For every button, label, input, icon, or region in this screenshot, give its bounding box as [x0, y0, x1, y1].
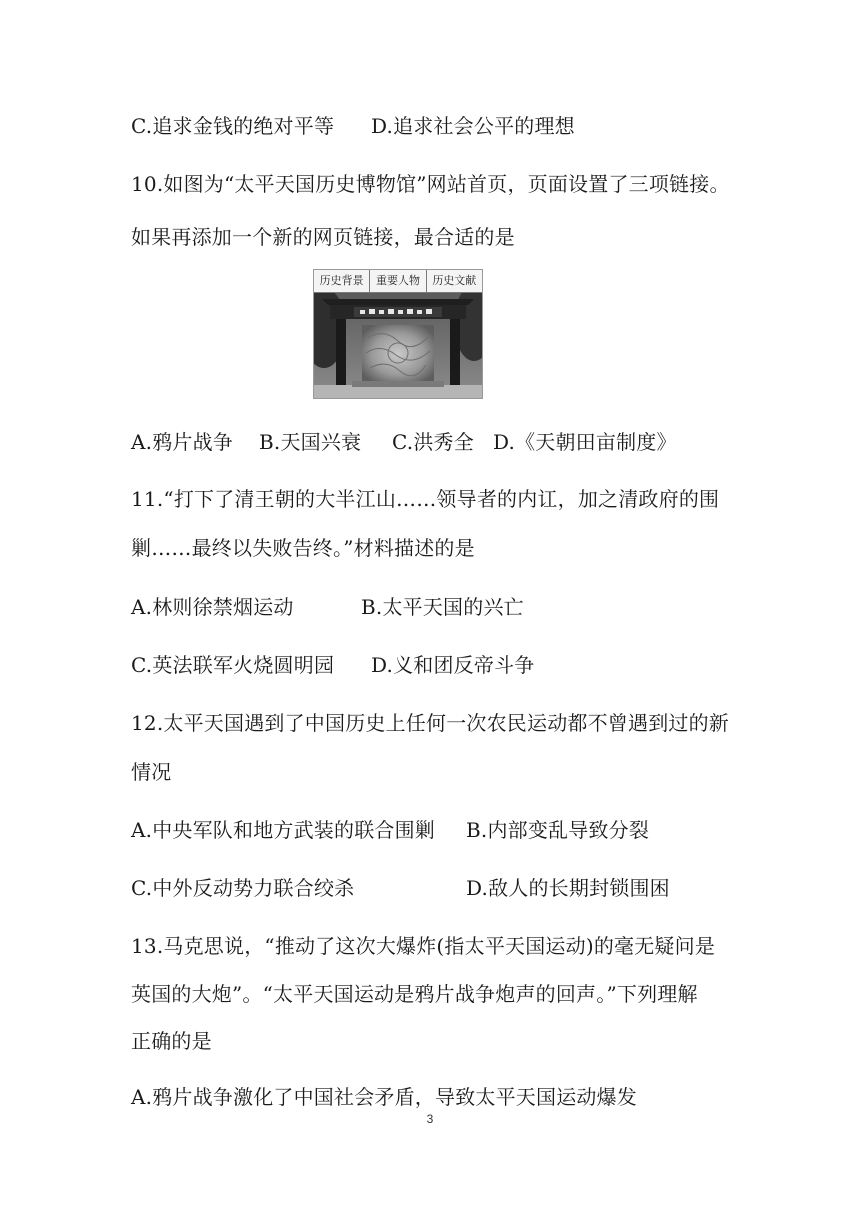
q11-option-a: A.林则徐禁烟运动: [131, 595, 294, 619]
q9-option-d: D.追求社会公平的理想: [371, 114, 575, 138]
tab-historical-documents: 历史文献: [432, 274, 477, 287]
q12-option-a: A.中央军队和地方武装的联合围剿: [131, 818, 436, 842]
tab-important-figures: 重要人物: [370, 270, 426, 292]
q11-option-d: D.义和团反帝斗争: [371, 653, 535, 677]
q12-stem-line1: 12.太平天国遇到了中国历史上任何一次农民运动都不曾遇到过的新: [131, 711, 730, 735]
museum-gate-photo: [314, 293, 482, 398]
q12-option-c: C.中外反动势力联合绞杀: [131, 876, 355, 900]
q10-option-b: B.天国兴衰: [259, 430, 362, 454]
q11-stem-line1: 11.“打下了清王朝的大半江山……领导者的内讧，加之清政府的围: [131, 487, 720, 511]
q10-stem-line2: 如果再添加一个新的网页链接，最合适的是: [131, 225, 515, 249]
q10-option-a: A.鸦片战争: [131, 430, 234, 454]
q13-stem-line3: 正确的是: [131, 1029, 212, 1053]
page-number: 3: [426, 1112, 434, 1126]
q10-stem-line1: 10.如图为“太平天国历史博物馆”网站首页，页面设置了三项链接。: [131, 172, 730, 196]
q11-option-c: C.英法联军火烧圆明园: [131, 653, 335, 677]
q11-option-b: B.太平天国的兴亡: [361, 595, 524, 619]
museum-website-figure: [313, 269, 483, 399]
q13-stem-line1: 13.马克思说，“推动了这次大爆炸(指太平天国运动)的毫无疑问是: [131, 934, 716, 958]
q12-option-d: D.敌人的长期封锁围困: [466, 876, 670, 900]
q12-option-b: B.内部变乱导致分裂: [466, 818, 650, 842]
website-nav-tabs: [314, 270, 482, 293]
q11-stem-line2: 剿……最终以失败告终。”材料描述的是: [131, 536, 475, 560]
q13-stem-line2: 英国的大炮”。“太平天国运动是鸦片战争炮声的回声。”下列理解: [131, 982, 698, 1006]
q13-option-a: A.鸦片战争激化了中国社会矛盾，导致太平天国运动爆发: [131, 1085, 638, 1109]
tab-history-background: 历史背景: [314, 270, 370, 292]
q10-option-c: C.洪秀全: [392, 430, 474, 454]
q12-stem-line2: 情况: [131, 760, 172, 784]
q10-option-d: D.《天朝田亩制度》: [493, 430, 677, 454]
q9-option-c: C.追求金钱的绝对平等: [131, 114, 335, 138]
